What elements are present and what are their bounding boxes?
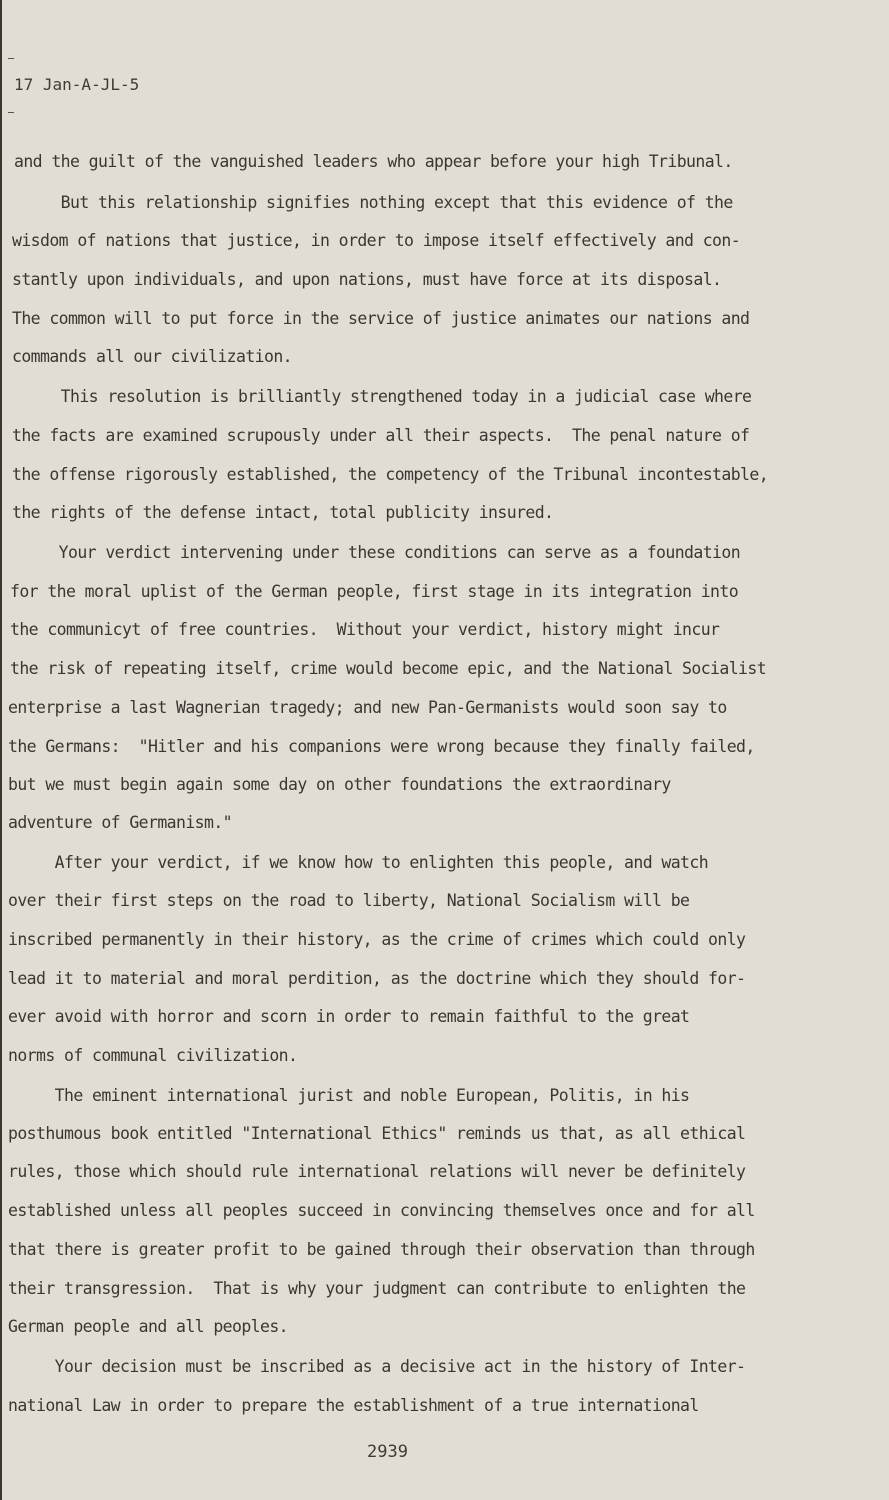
text-line: The common will to put force in the service of justice animates our nations and	[12, 309, 750, 328]
text-line: Your decision must be inscribed as a decisive act in the history of Inter-	[8, 1357, 746, 1376]
text-line: rules, those which should rule international relations will never be definitely	[8, 1162, 746, 1181]
text-line: the Germans: "Hitler and his companions were wrong because they finally failed,	[8, 737, 755, 756]
text-line: and the guilt of the vanguished leaders who appear before your high Tribunal.	[14, 152, 733, 171]
header-code: 17 Jan-A-JL-5	[14, 75, 140, 94]
margin-mark	[8, 58, 14, 59]
text-line: But this relationship signifies nothing except that this evidence of the	[14, 193, 733, 212]
text-line: established unless all peoples succeed in convincing themselves once and for all	[8, 1201, 755, 1220]
text-line: posthumous book entitled "International Ethics" reminds us that, as all ethical	[8, 1124, 746, 1143]
text-line: the rights of the defense intact, total publicity insured.	[12, 503, 554, 522]
text-line: lead it to material and moral perdition, as the doctrine which they should for-	[8, 969, 746, 988]
text-line: ever avoid with horror and scorn in order to remain faithful to the great	[8, 1007, 690, 1026]
text-line: over their first steps on the road to liberty, National Socialism will be	[8, 891, 690, 910]
text-line: wisdom of nations that justice, in order to impose itself effectively and con-	[12, 231, 741, 250]
text-line: but we must begin again some day on other foundations the extraordinary	[8, 775, 671, 794]
text-line: that there is greater profit to be gained through their observation than through	[8, 1240, 755, 1259]
text-line: This resolution is brilliantly strengthened today in a judicial case where	[14, 387, 752, 406]
text-line: The eminent international jurist and noble European, Politis, in his	[8, 1086, 690, 1105]
text-line: After your verdict, if we know how to enlighten this people, and watch	[8, 853, 709, 872]
text-line: the offense rigorously established, the competency of the Tribunal incontestable,	[12, 465, 769, 484]
text-line: German people and all peoples.	[8, 1317, 289, 1336]
text-line: the communicyt of free countries. Without your verdict, history might incur	[10, 620, 720, 639]
page-number: 2939	[367, 1442, 408, 1462]
text-line: national Law in order to prepare the establishment of a true international	[8, 1396, 699, 1415]
text-line: norms of communal civilization.	[8, 1046, 298, 1065]
text-line: their transgression. That is why your judgment can contribute to enlighten the	[8, 1279, 746, 1298]
text-line: the facts are examined scrupously under all their aspects. The penal nature of	[12, 426, 750, 445]
text-line: adventure of Germanism."	[8, 813, 233, 832]
text-line: inscribed permanently in their history, as the crime of crimes which could only	[8, 930, 746, 949]
margin-mark	[8, 112, 14, 113]
text-line: stantly upon individuals, and upon nations, must have force at its disposal.	[12, 270, 722, 289]
text-line: enterprise a last Wagnerian tragedy; and new Pan-Germanists would soon say to	[8, 698, 727, 717]
text-line: Your verdict intervening under these conditions can serve as a foundation	[12, 543, 741, 562]
text-line: for the moral uplist of the German people, first stage in its integration into	[10, 582, 739, 601]
text-line: the risk of repeating itself, crime would become epic, and the National Socialist	[10, 659, 767, 678]
text-line: commands all our civilization.	[12, 347, 293, 366]
